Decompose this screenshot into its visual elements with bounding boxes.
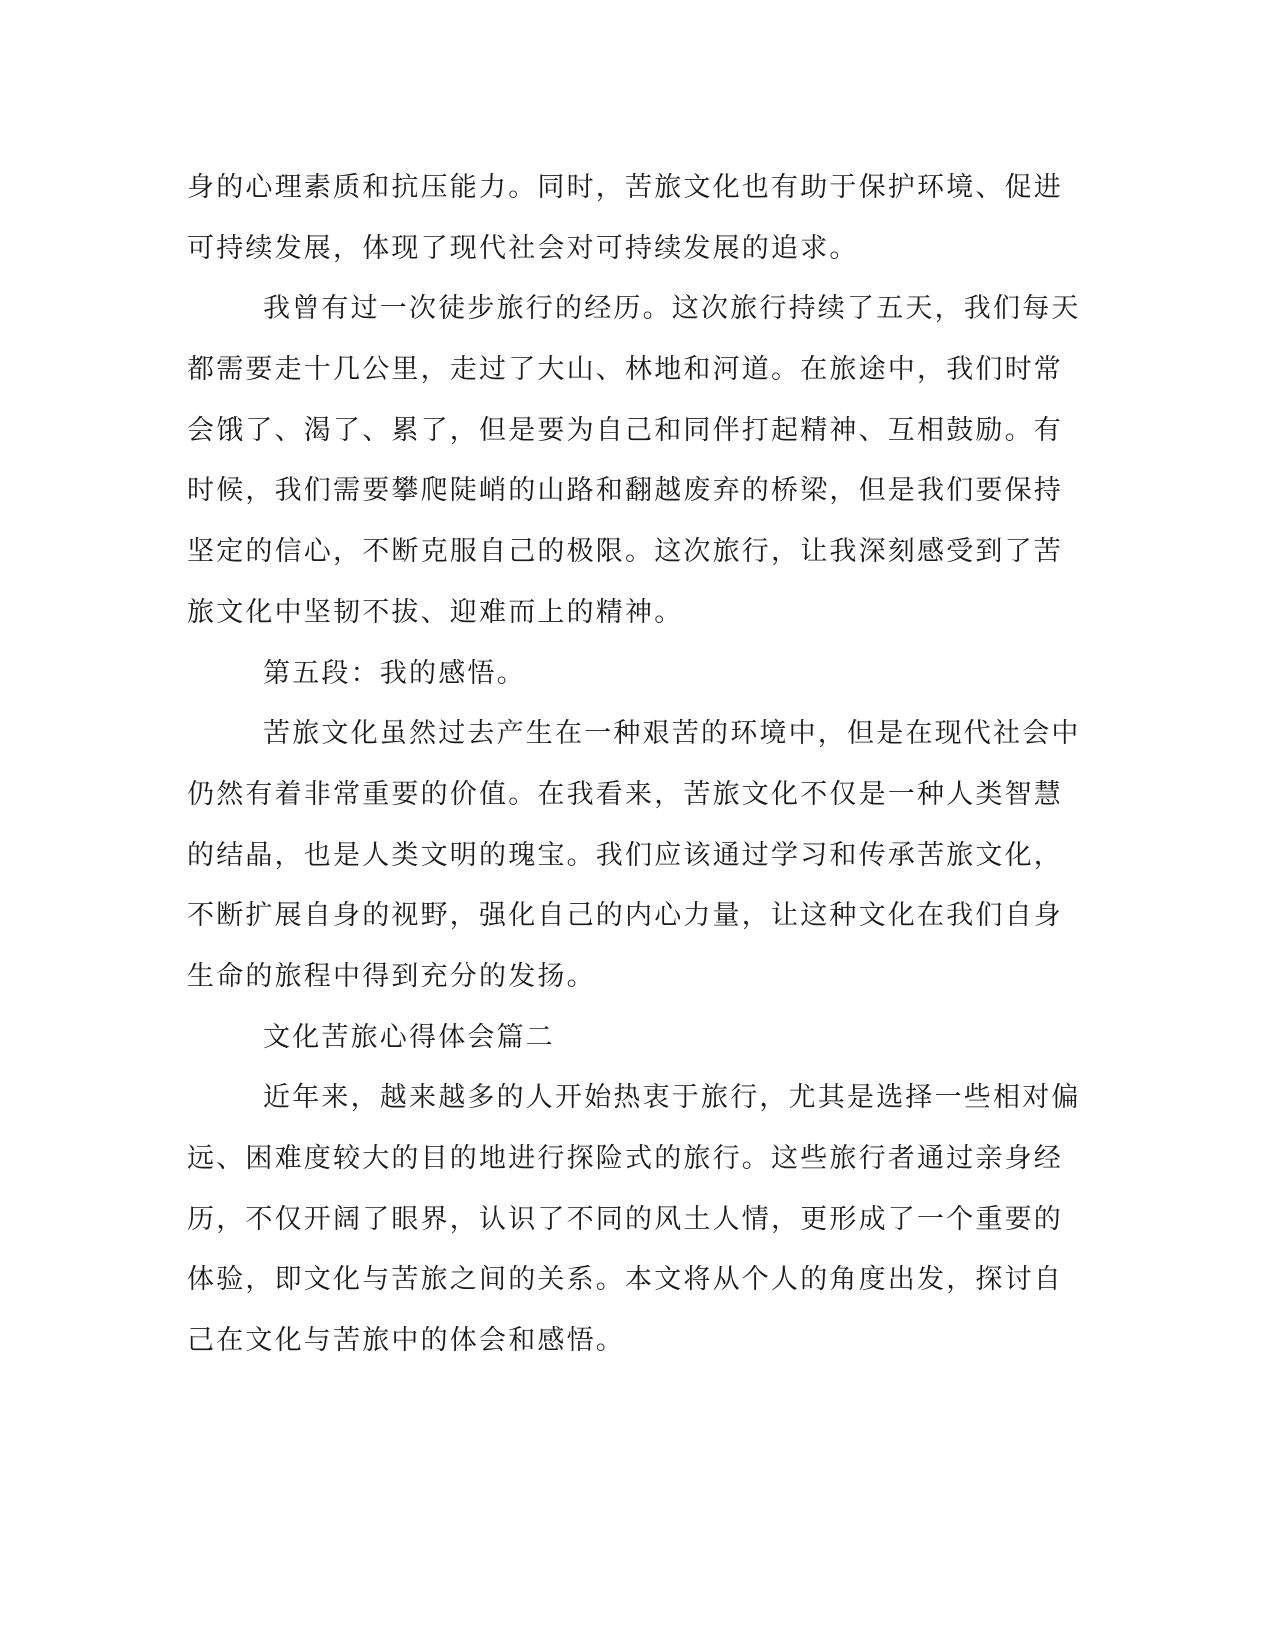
text-line: 己在文化与苦旅中的体会和感悟。 (187, 1325, 625, 1357)
paragraph-start-line: 苦旅文化虽然过去产生在一种艰苦的环境中，但是在现代社会中 (263, 718, 1081, 750)
text-line: 旅文化中坚韧不拔、迎难而上的精神。 (187, 596, 684, 628)
section-title: 文化苦旅心得体会篇二 (263, 1021, 555, 1053)
text-line: 仍然有着非常重要的价值。在我看来，苦旅文化不仅是一种人类智慧 (187, 778, 1063, 810)
text-line: 会饿了、渴了、累了，但是要为自己和同伴打起精神、互相鼓励。有 (187, 414, 1063, 446)
paragraph-start-line: 近年来，越来越多的人开始热衷于旅行，尤其是选择一些相对偏 (263, 1082, 1081, 1114)
text-line: 可持续发展，体现了现代社会对可持续发展的追求。 (187, 232, 859, 264)
text-line: 身的心理素质和抗压能力。同时，苦旅文化也有助于保护环境、促进 (187, 172, 1063, 203)
text-line: 生命的旅程中得到充分的发扬。 (187, 960, 596, 992)
document-body (187, 158, 1081, 1372)
text-line: 的结晶，也是人类文明的瑰宝。我们应该通过学习和传承苦旅文化， (187, 839, 1063, 871)
section-heading: 第五段：我的感悟。 (263, 657, 526, 689)
text-line: 体验，即文化与苦旅之间的关系。本文将从个人的角度出发，探讨自 (187, 1264, 1063, 1296)
paragraph-start-line: 我曾有过一次徒步旅行的经历。这次旅行持续了五天，我们每天 (263, 293, 1081, 325)
text-line: 远、困难度较大的目的地进行探险式的旅行。这些旅行者通过亲身经 (187, 1143, 1063, 1174)
text-line: 历，不仅开阔了眼界，认识了不同的风土人情，更形成了一个重要的 (187, 1203, 1063, 1235)
text-line: 时候，我们需要攀爬陡峭的山路和翻越废弃的桥梁，但是我们要保持 (187, 475, 1063, 507)
text-line: 都需要走十几公里，走过了大山、林地和河道。在旅途中，我们时常 (187, 354, 1063, 386)
text-line: 不断扩展自身的视野，强化自己的内心力量，让这种文化在我们自身 (187, 900, 1063, 932)
text-line: 坚定的信心，不断克服自己的极限。这次旅行，让我深刻感受到了苦 (187, 536, 1063, 568)
